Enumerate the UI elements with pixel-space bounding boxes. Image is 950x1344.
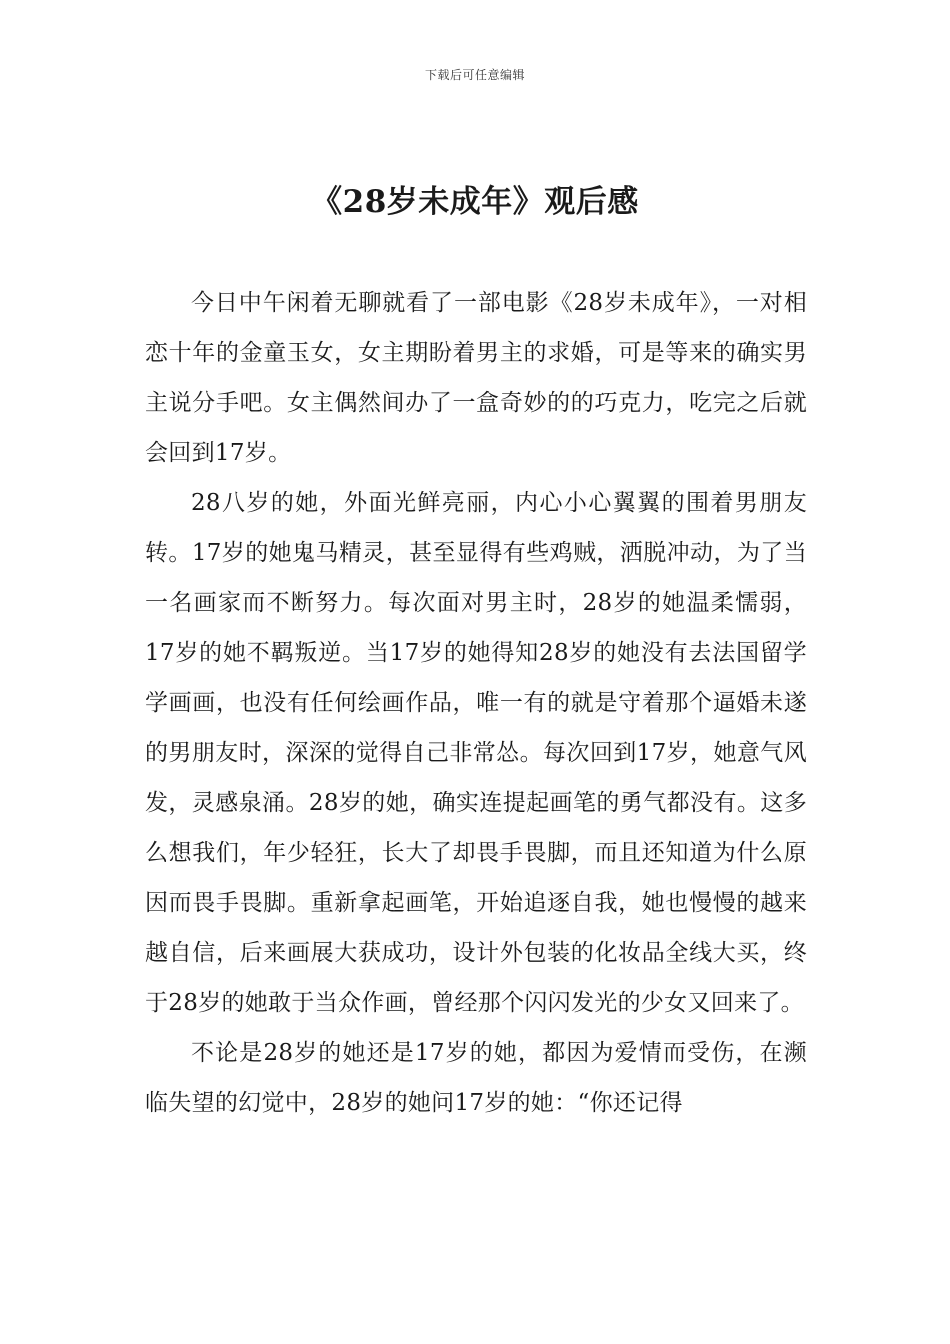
paragraph: 今日中午闲着无聊就看了一部电影《28岁未成年》，一对相恋十年的金童玉女，女主期盼着男主的求婚，可是等来的确实男主说分手吧。女主偶然间办了一盒奇妙的的巧克力，吃完之后就会回到17岁。: [145, 290, 807, 466]
header-note: 下载后可任意编辑: [424, 68, 525, 82]
paragraph: 28八岁的她，外面光鲜亮丽，内心小心翼翼的围着男朋友转。17岁的她鬼马精灵，甚至显得有些鸡贼，洒脱冲动，为了当一名画家而不断努力。每次面对男主时，28岁的她温柔懦弱，17岁的她不羁叛逆。当17岁的她得知28岁的她没有去法国留学学画画，也没有任何绘画作品，唯一有的就是守着那个逼婚未遂的男朋友时，深深的觉得自己非常怂。每次回到17岁，她意气风发，灵感泉涌。28岁的她，确实连提起画笔的勇气都没有。这多么想我们，年少轻狂，长大了却畏手畏脚，而且还知道为什么原因而畏手畏脚。重新拿起画笔，开始追逐自我，她也慢慢的越来越自信，后来画展大获成功，设计外包装的化妆品全线大买，终于28岁的她敢于当众作画，曾经那个闪闪发光的少女又回来了。: [145, 490, 807, 1016]
document-body: [145, 278, 807, 1128]
paragraph: 不论是28岁的她还是17岁的她，都因为爱情而受伤，在濒临失望的幻觉中，28岁的她问17岁的她：“你还记得: [145, 1040, 807, 1116]
document-title: 《28岁未成年》观后感: [311, 184, 639, 220]
